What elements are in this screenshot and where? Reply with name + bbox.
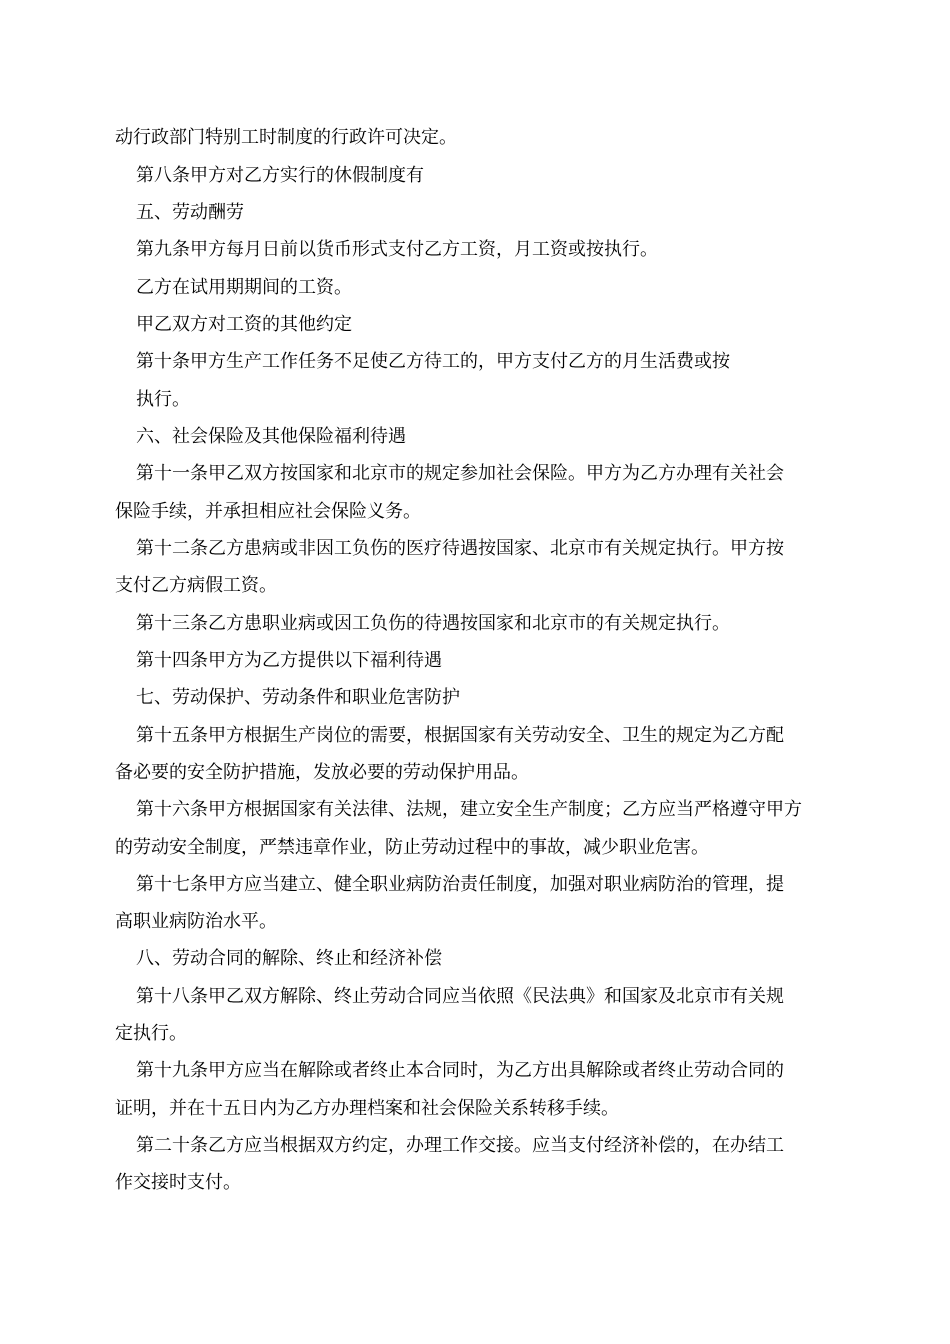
text-line-19: 第十六条甲方根据国家有关法律、法规，建立安全生产制度；乙方应当严格遵守甲方 (136, 799, 802, 820)
text-line-15: 第十四条甲方为乙方提供以下福利待遇 (136, 650, 442, 671)
section-heading-7: 七、劳动保护、劳动条件和职业危害防护 (136, 687, 460, 708)
text-line-18: 备必要的安全防护措施，发放必要的劳动保护用品。 (115, 762, 529, 783)
text-line-20: 的劳动安全制度，严禁违章作业，防止劳动过程中的事故，减少职业危害。 (115, 837, 709, 858)
text-line-25: 定执行。 (115, 1023, 187, 1044)
text-line-6: 甲乙双方对工资的其他约定 (136, 314, 352, 335)
text-line-26: 第十九条甲方应当在解除或者终止本合同时，为乙方出具解除或者终止劳动合同的 (136, 1060, 784, 1081)
section-heading-8: 八、劳动合同的解除、终止和经济补偿 (136, 948, 442, 969)
text-line-10: 第十一条甲乙双方按国家和北京市的规定参加社会保险。甲方为乙方办理有关社会 (136, 463, 784, 484)
text-line-7: 第十条甲方生产工作任务不足使乙方待工的，甲方支付乙方的月生活费或按 (136, 351, 730, 372)
text-line-21: 第十七条甲方应当建立、健全职业病防治责任制度，加强对职业病防治的管理，提 (136, 874, 784, 895)
text-line-22: 高职业病防治水平。 (115, 911, 277, 932)
text-line-2: 第八条甲方对乙方实行的休假制度有 (136, 165, 424, 186)
section-heading-5: 五、劳动酬劳 (136, 202, 244, 223)
text-line-28: 第二十条乙方应当根据双方约定，办理工作交接。应当支付经济补偿的，在办结工 (136, 1135, 784, 1156)
text-line-14: 第十三条乙方患职业病或因工负伤的待遇按国家和北京市的有关规定执行。 (136, 613, 730, 634)
text-line-5: 乙方在试用期期间的工资。 (136, 277, 352, 298)
text-line-13: 支付乙方病假工资。 (115, 575, 277, 596)
text-line-27: 证明，并在十五日内为乙方办理档案和社会保险关系转移手续。 (115, 1098, 619, 1119)
text-line-11: 保险手续，并承担相应社会保险义务。 (115, 501, 421, 522)
text-line-29: 作交接时支付。 (115, 1172, 241, 1193)
text-line-24: 第十八条甲乙双方解除、终止劳动合同应当依照《民法典》和国家及北京市有关规 (136, 986, 784, 1007)
text-line-4: 第九条甲方每月日前以货币形式支付乙方工资，月工资或按执行。 (136, 239, 658, 260)
text-line-12: 第十二条乙方患病或非因工负伤的医疗待遇按国家、北京市有关规定执行。甲方按 (136, 538, 784, 559)
text-line-8: 执行。 (136, 389, 190, 410)
text-line-17: 第十五条甲方根据生产岗位的需要，根据国家有关劳动安全、卫生的规定为乙方配 (136, 725, 784, 746)
section-heading-6: 六、社会保险及其他保险福利待遇 (136, 426, 406, 447)
text-line-1: 动行政部门特别工时制度的行政许可决定。 (115, 127, 457, 148)
